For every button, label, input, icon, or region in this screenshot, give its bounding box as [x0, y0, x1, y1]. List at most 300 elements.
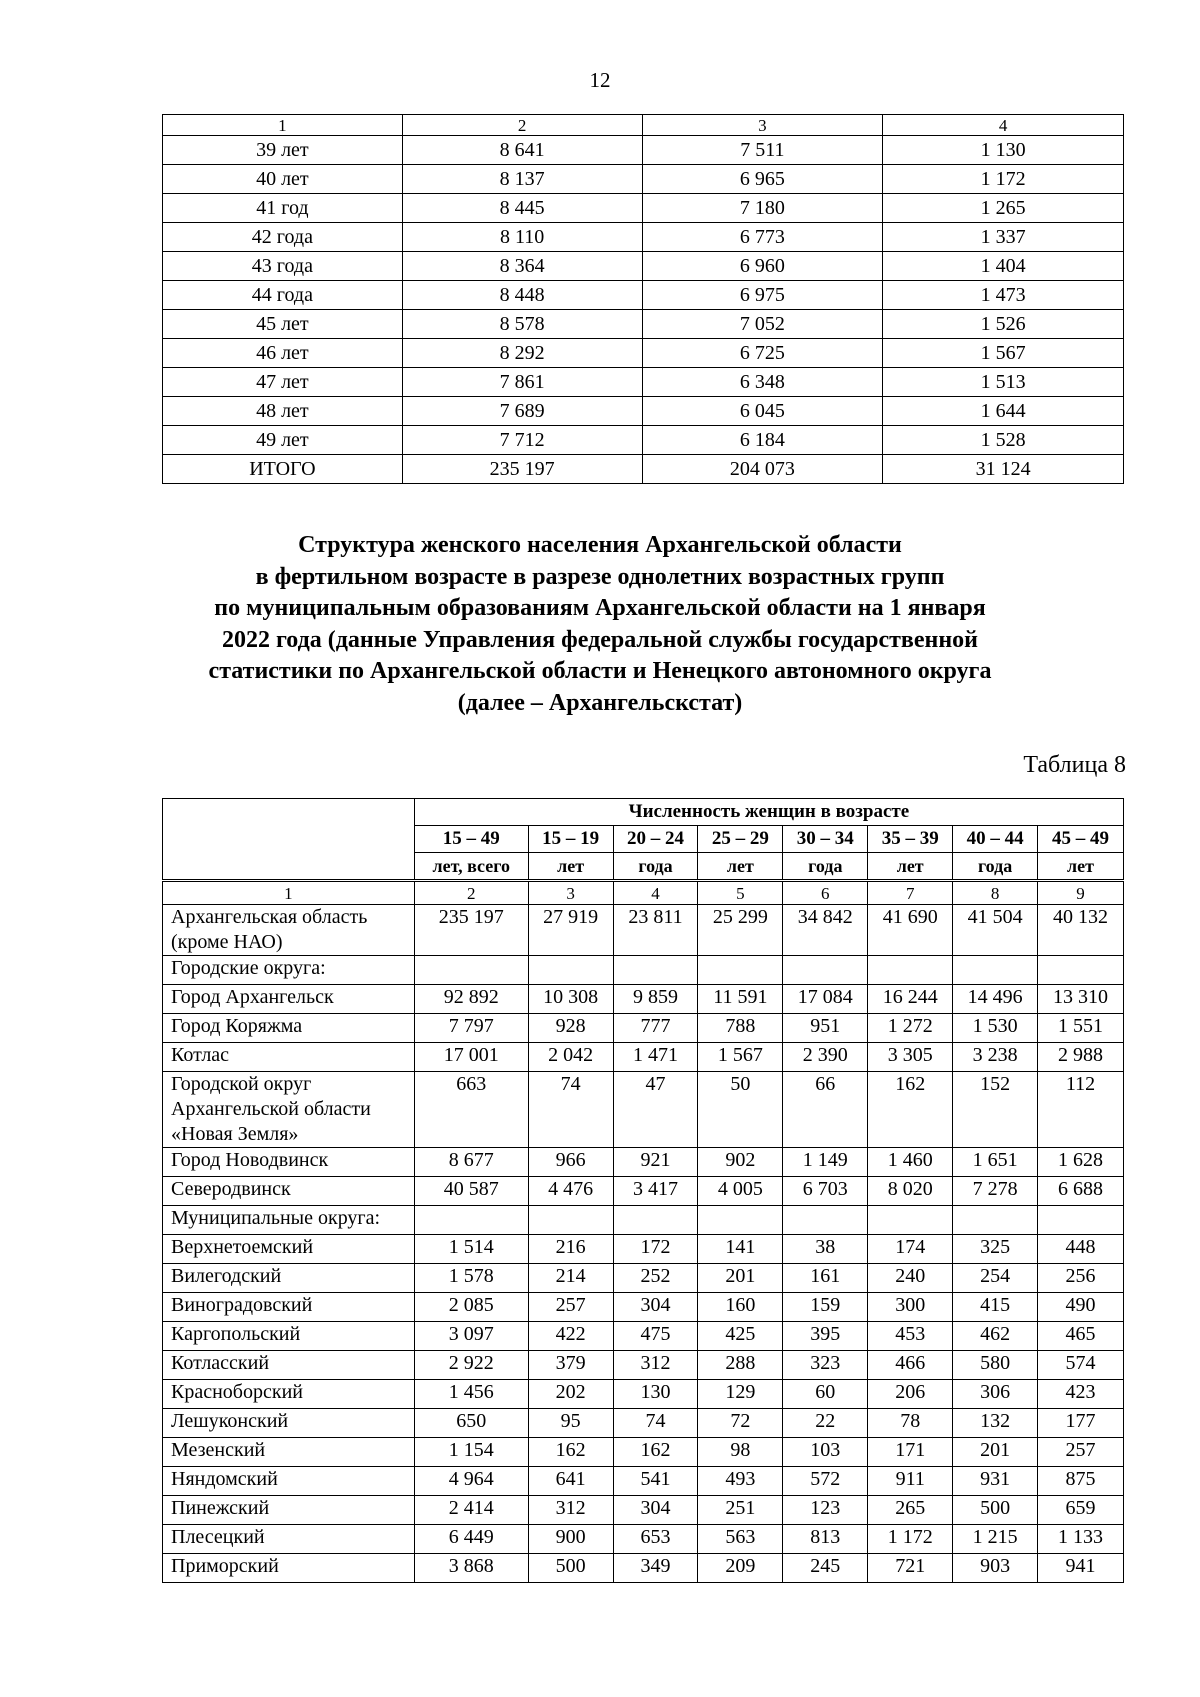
value-cell: 3 417: [613, 1177, 698, 1206]
age-unit-header: лет: [1038, 853, 1124, 881]
region-name: Верхнетоемский: [163, 1235, 415, 1264]
value-cell: [613, 956, 698, 985]
value-cell: 580: [953, 1351, 1038, 1380]
value-cell: 9 859: [613, 985, 698, 1014]
value-cell: 40 587: [414, 1177, 528, 1206]
value-cell: 966: [528, 1148, 613, 1177]
age-range-header: 30 – 34: [783, 826, 868, 853]
value-cell: 425: [698, 1322, 783, 1351]
value-cell: 490: [1038, 1293, 1124, 1322]
value-cell: 1 154: [414, 1438, 528, 1467]
value-cell: 162: [868, 1072, 953, 1148]
value-cell: [783, 1206, 868, 1235]
table-row: [163, 1206, 1124, 1235]
value-cell: 6 725: [642, 339, 883, 368]
value-cell: 493: [698, 1467, 783, 1496]
table-row: [163, 165, 1124, 194]
value-cell: 1 460: [868, 1148, 953, 1177]
age-range-header: 15 – 19: [528, 826, 613, 853]
value-cell: [528, 956, 613, 985]
value-cell: 3 097: [414, 1322, 528, 1351]
value-cell: 50: [698, 1072, 783, 1148]
value-cell: [698, 1206, 783, 1235]
value-cell: 257: [528, 1293, 613, 1322]
value-cell: 312: [528, 1496, 613, 1525]
age-label: 44 года: [163, 281, 403, 310]
table-row: [163, 1380, 1124, 1409]
age-range-header: 15 – 49: [414, 826, 528, 853]
region-name: Город Архангельск: [163, 985, 415, 1014]
title-line: статистики по Архангельской области и Ненецкого автономного округа: [208, 658, 992, 684]
header-empty-cell: [163, 799, 415, 881]
table-label: Таблица 8: [1023, 752, 1126, 778]
table-row: [163, 1264, 1124, 1293]
value-cell: 466: [868, 1351, 953, 1380]
value-cell: 1 272: [868, 1014, 953, 1043]
age-label: 49 лет: [163, 426, 403, 455]
value-cell: 17 001: [414, 1043, 528, 1072]
age-totals-table: [162, 114, 1124, 484]
value-cell: [1038, 1206, 1124, 1235]
value-cell: 235 197: [402, 455, 642, 484]
value-cell: 209: [698, 1554, 783, 1583]
value-cell: 8 677: [414, 1148, 528, 1177]
value-cell: 216: [528, 1235, 613, 1264]
value-cell: 1 149: [783, 1148, 868, 1177]
value-cell: 323: [783, 1351, 868, 1380]
age-unit-header: года: [953, 853, 1038, 881]
table-row: [163, 397, 1124, 426]
value-cell: 2 988: [1038, 1043, 1124, 1072]
column-number: 2: [414, 881, 528, 905]
region-name: Городской округ Архангельской области «Новая Земля»: [163, 1072, 415, 1148]
value-cell: [414, 956, 528, 985]
value-cell: 3 305: [868, 1043, 953, 1072]
value-cell: 16 244: [868, 985, 953, 1014]
value-cell: 931: [953, 1467, 1038, 1496]
value-cell: 7 797: [414, 1014, 528, 1043]
value-cell: 2 085: [414, 1293, 528, 1322]
value-cell: 1 265: [883, 194, 1124, 223]
value-cell: 60: [783, 1380, 868, 1409]
column-number: 4: [883, 115, 1124, 136]
value-cell: 74: [528, 1072, 613, 1148]
age-unit-header: года: [613, 853, 698, 881]
value-cell: 8 364: [402, 252, 642, 281]
value-cell: 6 348: [642, 368, 883, 397]
value-cell: 788: [698, 1014, 783, 1043]
table-row: [163, 1496, 1124, 1525]
value-cell: 312: [613, 1351, 698, 1380]
age-range-header: 45 – 49: [1038, 826, 1124, 853]
value-cell: 1 513: [883, 368, 1124, 397]
value-cell: 8 292: [402, 339, 642, 368]
value-cell: 4 964: [414, 1467, 528, 1496]
region-name: Виноградовский: [163, 1293, 415, 1322]
value-cell: 11 591: [698, 985, 783, 1014]
value-cell: 38: [783, 1235, 868, 1264]
value-cell: [528, 1206, 613, 1235]
table-row: [163, 1072, 1124, 1148]
value-cell: 98: [698, 1438, 783, 1467]
value-cell: 130: [613, 1380, 698, 1409]
region-name: Архангельская область (кроме НАО): [163, 905, 415, 956]
age-range-header: 20 – 24: [613, 826, 698, 853]
value-cell: 10 308: [528, 985, 613, 1014]
value-cell: 174: [868, 1235, 953, 1264]
value-cell: 465: [1038, 1322, 1124, 1351]
value-cell: 41 504: [953, 905, 1038, 956]
value-cell: 41 690: [868, 905, 953, 956]
value-cell: 141: [698, 1235, 783, 1264]
table-row: [163, 1235, 1124, 1264]
value-cell: 78: [868, 1409, 953, 1438]
value-cell: 214: [528, 1264, 613, 1293]
value-cell: 475: [613, 1322, 698, 1351]
value-cell: 204 073: [642, 455, 883, 484]
value-cell: 17 084: [783, 985, 868, 1014]
table-row: [163, 905, 1124, 956]
value-cell: 4 005: [698, 1177, 783, 1206]
table-row: [163, 281, 1124, 310]
value-cell: 162: [528, 1438, 613, 1467]
value-cell: 74: [613, 1409, 698, 1438]
value-cell: 951: [783, 1014, 868, 1043]
value-cell: 6 449: [414, 1525, 528, 1554]
header-row-group: [163, 799, 1124, 826]
region-name: Мезенский: [163, 1438, 415, 1467]
value-cell: [783, 956, 868, 985]
value-cell: 161: [783, 1264, 868, 1293]
value-cell: [868, 956, 953, 985]
value-cell: 875: [1038, 1467, 1124, 1496]
value-cell: 202: [528, 1380, 613, 1409]
value-cell: 256: [1038, 1264, 1124, 1293]
table-row: [163, 956, 1124, 985]
value-cell: 171: [868, 1438, 953, 1467]
value-cell: 6 773: [642, 223, 883, 252]
region-name: Приморский: [163, 1554, 415, 1583]
title-line: по муниципальным образованиям Архангельской области на 1 января: [214, 595, 986, 621]
table-row: [163, 426, 1124, 455]
value-cell: 27 919: [528, 905, 613, 956]
table-row: [163, 1177, 1124, 1206]
column-number-row: [163, 881, 1124, 905]
value-cell: 129: [698, 1380, 783, 1409]
value-cell: 902: [698, 1148, 783, 1177]
table-row: [163, 310, 1124, 339]
region-name: Котлас: [163, 1043, 415, 1072]
value-cell: 6 184: [642, 426, 883, 455]
value-cell: 1 578: [414, 1264, 528, 1293]
value-cell: 47: [613, 1072, 698, 1148]
value-cell: 1 404: [883, 252, 1124, 281]
value-cell: 95: [528, 1409, 613, 1438]
value-cell: 2 414: [414, 1496, 528, 1525]
age-label: 43 года: [163, 252, 403, 281]
value-cell: 7 712: [402, 426, 642, 455]
age-label: 48 лет: [163, 397, 403, 426]
value-cell: 6 045: [642, 397, 883, 426]
age-label: 39 лет: [163, 136, 403, 165]
value-cell: 7 180: [642, 194, 883, 223]
value-cell: 1 130: [883, 136, 1124, 165]
region-name: Няндомский: [163, 1467, 415, 1496]
value-cell: 31 124: [883, 455, 1124, 484]
value-cell: 7 511: [642, 136, 883, 165]
value-cell: 177: [1038, 1409, 1124, 1438]
region-name: Каргопольский: [163, 1322, 415, 1351]
table-row: [163, 223, 1124, 252]
column-number: 3: [642, 115, 883, 136]
table-row: [163, 1014, 1124, 1043]
value-cell: 659: [1038, 1496, 1124, 1525]
table-row: [163, 1043, 1124, 1072]
section-title: [100, 530, 1100, 719]
value-cell: 1 337: [883, 223, 1124, 252]
value-cell: 653: [613, 1525, 698, 1554]
column-number-row: [163, 115, 1124, 136]
value-cell: 6 975: [642, 281, 883, 310]
value-cell: 1 172: [883, 165, 1124, 194]
column-number: 8: [953, 881, 1038, 905]
value-cell: 1 551: [1038, 1014, 1124, 1043]
table-row: [163, 368, 1124, 397]
column-number: 3: [528, 881, 613, 905]
value-cell: 1 473: [883, 281, 1124, 310]
region-name: Город Новодвинск: [163, 1148, 415, 1177]
title-line: (далее – Архангельскстат): [457, 689, 743, 716]
age-unit-header: лет: [698, 853, 783, 881]
column-number: 1: [163, 881, 415, 905]
value-cell: 3 868: [414, 1554, 528, 1583]
value-cell: 663: [414, 1072, 528, 1148]
value-cell: [414, 1206, 528, 1235]
region-name: Вилегодский: [163, 1264, 415, 1293]
value-cell: 257: [1038, 1438, 1124, 1467]
value-cell: 462: [953, 1322, 1038, 1351]
table-row: [163, 339, 1124, 368]
value-cell: 650: [414, 1409, 528, 1438]
region-name: Муниципальные округа:: [163, 1206, 415, 1235]
value-cell: 72: [698, 1409, 783, 1438]
age-unit-header: лет, всего: [414, 853, 528, 881]
age-range-header: 35 – 39: [868, 826, 953, 853]
value-cell: 25 299: [698, 905, 783, 956]
value-cell: 8 448: [402, 281, 642, 310]
table-row: [163, 1467, 1124, 1496]
value-cell: 1 528: [883, 426, 1124, 455]
title-line: 2022 года (данные Управления федеральной службы государственной: [221, 626, 979, 653]
value-cell: 423: [1038, 1380, 1124, 1409]
value-cell: 14 496: [953, 985, 1038, 1014]
region-name: Город Коряжма: [163, 1014, 415, 1043]
value-cell: 304: [613, 1496, 698, 1525]
value-cell: 8 578: [402, 310, 642, 339]
page-number: 12: [589, 68, 611, 92]
age-unit-header: лет: [528, 853, 613, 881]
column-number: 1: [163, 115, 403, 136]
group-header: Численность женщин в возрасте: [414, 799, 1123, 826]
column-number: 5: [698, 881, 783, 905]
value-cell: 1 651: [953, 1148, 1038, 1177]
table-row: [163, 1293, 1124, 1322]
table-row: [163, 1148, 1124, 1177]
value-cell: [1038, 956, 1124, 985]
value-cell: 349: [613, 1554, 698, 1583]
value-cell: 911: [868, 1467, 953, 1496]
value-cell: 941: [1038, 1554, 1124, 1583]
value-cell: 22: [783, 1409, 868, 1438]
value-cell: 34 842: [783, 905, 868, 956]
value-cell: 159: [783, 1293, 868, 1322]
value-cell: 3 238: [953, 1043, 1038, 1072]
value-cell: 251: [698, 1496, 783, 1525]
value-cell: 1 172: [868, 1525, 953, 1554]
value-cell: 13 310: [1038, 985, 1124, 1014]
value-cell: 6 688: [1038, 1177, 1124, 1206]
age-label: 40 лет: [163, 165, 403, 194]
age-range-header: 40 – 44: [953, 826, 1038, 853]
region-name: Плесецкий: [163, 1525, 415, 1554]
title-line: Структура женского населения Архангельской области: [298, 532, 902, 558]
value-cell: [953, 1206, 1038, 1235]
value-cell: 1 133: [1038, 1525, 1124, 1554]
table-row: [163, 1409, 1124, 1438]
value-cell: 2 922: [414, 1351, 528, 1380]
age-unit-header: года: [783, 853, 868, 881]
value-cell: 903: [953, 1554, 1038, 1583]
value-cell: 1 456: [414, 1380, 528, 1409]
value-cell: 415: [953, 1293, 1038, 1322]
value-cell: 7 689: [402, 397, 642, 426]
value-cell: 300: [868, 1293, 953, 1322]
value-cell: 1 530: [953, 1014, 1038, 1043]
value-cell: 395: [783, 1322, 868, 1351]
column-number: 2: [402, 115, 642, 136]
value-cell: [868, 1206, 953, 1235]
value-cell: 252: [613, 1264, 698, 1293]
region-name: Котласский: [163, 1351, 415, 1380]
value-cell: 563: [698, 1525, 783, 1554]
value-cell: 6 960: [642, 252, 883, 281]
value-cell: 8 020: [868, 1177, 953, 1206]
value-cell: 6 703: [783, 1177, 868, 1206]
value-cell: 422: [528, 1322, 613, 1351]
value-cell: 641: [528, 1467, 613, 1496]
value-cell: 574: [1038, 1351, 1124, 1380]
value-cell: 1 644: [883, 397, 1124, 426]
value-cell: 1 628: [1038, 1148, 1124, 1177]
age-unit-header: лет: [868, 853, 953, 881]
column-number: 4: [613, 881, 698, 905]
value-cell: 112: [1038, 1072, 1124, 1148]
value-cell: 172: [613, 1235, 698, 1264]
value-cell: 7 278: [953, 1177, 1038, 1206]
value-cell: 8 445: [402, 194, 642, 223]
value-cell: 928: [528, 1014, 613, 1043]
value-cell: 448: [1038, 1235, 1124, 1264]
value-cell: 240: [868, 1264, 953, 1293]
table-row: [163, 1351, 1124, 1380]
value-cell: 2 390: [783, 1043, 868, 1072]
column-number: 9: [1038, 881, 1124, 905]
value-cell: 1 567: [883, 339, 1124, 368]
value-cell: 66: [783, 1072, 868, 1148]
value-cell: [953, 956, 1038, 985]
value-cell: 6 965: [642, 165, 883, 194]
region-name: Красноборский: [163, 1380, 415, 1409]
value-cell: 325: [953, 1235, 1038, 1264]
value-cell: 1 514: [414, 1235, 528, 1264]
value-cell: 900: [528, 1525, 613, 1554]
value-cell: 235 197: [414, 905, 528, 956]
female-population-table: [162, 798, 1124, 1583]
region-name: Лешуконский: [163, 1409, 415, 1438]
value-cell: 23 811: [613, 905, 698, 956]
value-cell: 288: [698, 1351, 783, 1380]
age-label: 47 лет: [163, 368, 403, 397]
value-cell: 160: [698, 1293, 783, 1322]
region-name: Пинежский: [163, 1496, 415, 1525]
table-row: [163, 985, 1124, 1014]
value-cell: 8 641: [402, 136, 642, 165]
value-cell: 123: [783, 1496, 868, 1525]
table-row: [163, 252, 1124, 281]
value-cell: 206: [868, 1380, 953, 1409]
value-cell: 1 526: [883, 310, 1124, 339]
value-cell: 40 132: [1038, 905, 1124, 956]
value-cell: 103: [783, 1438, 868, 1467]
table-row: [163, 194, 1124, 223]
value-cell: 1 567: [698, 1043, 783, 1072]
table-row: [163, 1322, 1124, 1351]
table-row: [163, 455, 1124, 484]
value-cell: 265: [868, 1496, 953, 1525]
value-cell: 254: [953, 1264, 1038, 1293]
region-name: Городские округа:: [163, 956, 415, 985]
value-cell: 304: [613, 1293, 698, 1322]
value-cell: 379: [528, 1351, 613, 1380]
title-line: в фертильном возрасте в разрезе однолетних возрастных групп: [255, 563, 945, 590]
value-cell: 7 861: [402, 368, 642, 397]
value-cell: 777: [613, 1014, 698, 1043]
value-cell: [698, 956, 783, 985]
value-cell: 500: [953, 1496, 1038, 1525]
value-cell: 8 110: [402, 223, 642, 252]
value-cell: 500: [528, 1554, 613, 1583]
value-cell: 1 471: [613, 1043, 698, 1072]
value-cell: [613, 1206, 698, 1235]
column-number: 7: [868, 881, 953, 905]
value-cell: 306: [953, 1380, 1038, 1409]
value-cell: 162: [613, 1438, 698, 1467]
table-row: [163, 136, 1124, 165]
value-cell: 813: [783, 1525, 868, 1554]
age-label: ИТОГО: [163, 455, 403, 484]
age-label: 46 лет: [163, 339, 403, 368]
age-range-header: 25 – 29: [698, 826, 783, 853]
table-row: [163, 1438, 1124, 1467]
value-cell: 453: [868, 1322, 953, 1351]
table-row: [163, 1525, 1124, 1554]
age-label: 41 год: [163, 194, 403, 223]
value-cell: 92 892: [414, 985, 528, 1014]
value-cell: 1 215: [953, 1525, 1038, 1554]
value-cell: 4 476: [528, 1177, 613, 1206]
value-cell: 572: [783, 1467, 868, 1496]
column-number: 6: [783, 881, 868, 905]
